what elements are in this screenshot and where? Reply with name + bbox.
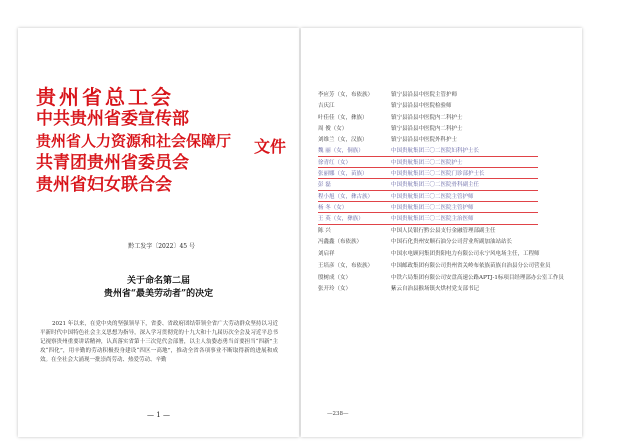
honoree-name: 张丽娜（女，苗族） xyxy=(318,171,368,178)
honoree-row xyxy=(318,237,568,248)
page-number: —238— xyxy=(327,411,349,417)
org-line: 中共贵州省委宣传部 xyxy=(36,109,189,129)
honoree-row xyxy=(318,214,568,225)
honoree-organization: 镇宁县沿县中医院内二科护士 xyxy=(391,114,463,121)
honoree-name: 叶佳佳（女，彝族） xyxy=(318,114,368,121)
org-line: 贵州省总工会 xyxy=(36,85,174,109)
honoree-row xyxy=(318,101,568,112)
honoree-name: 李应芳（女，布依族） xyxy=(318,92,374,98)
honoree-row xyxy=(318,192,568,203)
honoree-name: 程小旭（女，彝古族） xyxy=(318,193,374,200)
honoree-row xyxy=(318,248,568,260)
honoree-row xyxy=(318,158,568,169)
honoree-name: 徐青红（女） xyxy=(318,159,352,166)
issuing-organizations xyxy=(36,86,286,196)
org-line: 贵州省妇女联合会 xyxy=(36,175,172,195)
honoree-name: 彭 磊 xyxy=(318,182,331,189)
honoree-organization: 镇宁县沿县中医院内二科护士 xyxy=(391,125,463,132)
honoree-name: 冯鑫鑫（布依族） xyxy=(318,238,363,245)
right-document-page xyxy=(301,28,582,437)
honoree-name: 杨 冬（女） xyxy=(318,204,348,211)
header-suffix: 文件 xyxy=(254,137,287,156)
honoree-organization: 中国贵航集团三〇二医院护士 xyxy=(391,159,463,166)
honoree-organization: 中国贵航集团三〇二医院主治医师 xyxy=(391,216,474,223)
honoree-row xyxy=(318,146,568,157)
document-title-line2: 贵州省“最美劳动者”的决定 xyxy=(103,289,214,299)
honoree-name: 殷树成（女） xyxy=(318,275,352,282)
honoree-name: 刘维兰（女，汉族） xyxy=(318,137,368,144)
left-document-page xyxy=(18,28,299,437)
honoree-name: 刘启祥 xyxy=(318,251,335,258)
honoree-row xyxy=(318,226,568,237)
honoree-row xyxy=(318,135,568,146)
honoree-row xyxy=(318,203,568,214)
honoree-organization: 镇宁县沿县中医院主管护师 xyxy=(391,92,458,98)
honoree-organization: 紫云自治县猴场镇火烘村党支部书记 xyxy=(391,286,480,293)
honoree-organization: 中国水电顾问集团贵阳电力有限公司永宁风电场主任，工程师 xyxy=(391,251,540,258)
honoree-organization: 镇宁县沿县中医院外科护士 xyxy=(391,137,458,144)
honoree-list xyxy=(318,90,568,295)
honoree-organization: 中国贵航集团三〇二医院妇科护士长 xyxy=(391,148,480,155)
honoree-row xyxy=(318,169,568,180)
document-number: 黔工发字〔2022〕45 号 xyxy=(128,243,195,250)
honoree-row xyxy=(318,90,568,101)
honoree-row xyxy=(318,124,568,135)
honoree-organization: 中国人民银行黔公县支行金融管理部副主任 xyxy=(391,227,496,234)
org-line: 共青团贵州省委员会 xyxy=(36,153,189,173)
honoree-name: 周 俊（女） xyxy=(318,125,348,132)
honoree-row xyxy=(318,260,568,272)
honoree-row xyxy=(318,272,568,284)
honoree-organization: 中国石化贵州安顺石油分公司营业所副加油站站长 xyxy=(391,238,513,245)
honoree-row xyxy=(318,284,568,295)
document-body: 2021 年以来，在党中央的坚强领导下，省委、省政府团结带领全省广大劳动群众坚持以习近平新时代中国特色社会主义思想为指导，深入学习贯彻党的十九大和十九届历次全会及习近平总书记视察贵州重要讲话精神，认真落实省第十三次党代会部署，以主人翁姿态勇当首要担当“四新”主攻“四化”，用辛勤的劳动积极投身建设“四区一高地”，推动全省各项事业不断取得新的进展和成效。在全社会大涌现一批崇尚劳动、热爱劳动、辛勤 xyxy=(40,321,278,363)
honoree-organization: 中铁六局集团有限公司安盘高速公路APTJ-1标项目经理部办公室工作员 xyxy=(391,275,564,282)
honoree-name: 魏 丽（女，侗族） xyxy=(318,148,364,155)
honoree-name: 王 英（女，彝族） xyxy=(318,216,364,223)
honoree-name: 张开玲（女） xyxy=(318,286,352,293)
honoree-organization: 中国邮政集团有限公司贵州省关岭布依族苗族自治县分公司营业员 xyxy=(391,263,551,270)
honoree-organization: 镇宁县沿县中医院检验师 xyxy=(391,103,452,110)
honoree-organization: 中国贵航集团三〇二医院门诊部护士长 xyxy=(391,171,485,178)
honoree-organization: 中国贵航集团三〇二医院骨科副主任 xyxy=(391,182,480,189)
honoree-name: 王培彦（女，布依族） xyxy=(318,263,374,270)
honoree-name: 吉庆江 xyxy=(318,103,335,110)
honoree-name: 陈 兴 xyxy=(318,227,331,234)
honoree-organization: 中国贵航集团三〇二医院主管护师 xyxy=(391,193,474,200)
page-number: — 1 — xyxy=(147,411,170,419)
org-line: 贵州省人力资源和社会保障厅 xyxy=(36,132,232,150)
honoree-organization: 中国贵航集团三〇二医院主管护师 xyxy=(391,204,474,211)
honoree-row xyxy=(318,180,568,191)
document-title-line1: 关于命名第二届 xyxy=(126,276,190,286)
honoree-row xyxy=(318,113,568,124)
